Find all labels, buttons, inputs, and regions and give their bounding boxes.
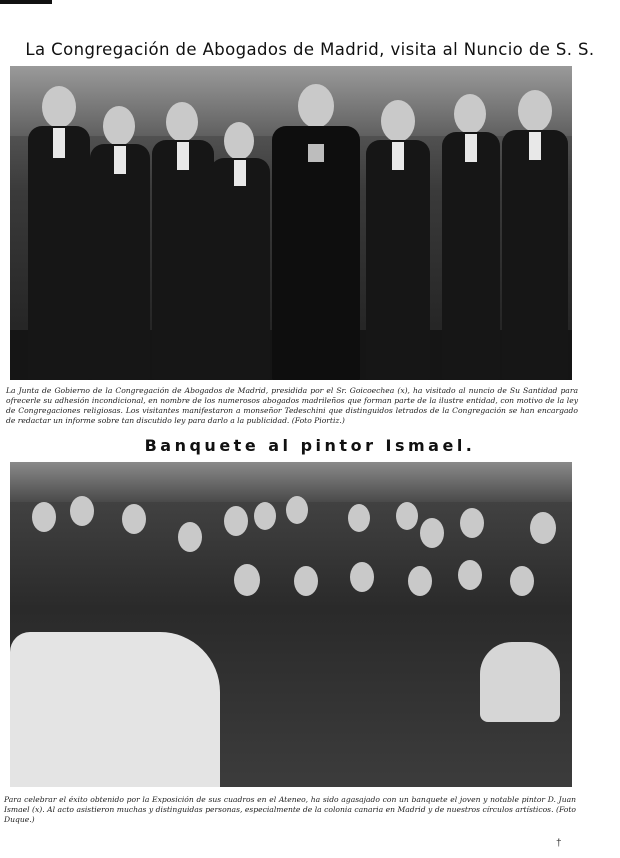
person-figure [442, 94, 500, 380]
photo1-caption: La Junta de Gobierno de la Congregación de Abogados de Madrid, presidida por el Sr. Goicoechea (x), ha visitado al nuncio de Su Santidad para ofrecerle su adhesión incondicional, en nombre de los numerosos abogados madrileños que forman parte de la ilustre entidad, con motivo de la ley de Congregaciones religiosas. Los visitantes manifestaron a monseñor Tedeschini que distinguidos letrados de la Congregación se han encargado de redactar un informe sobre tan discutido ley para darlo a la publicidad. (Foto Piortiz.) [6, 386, 578, 425]
person-figure [502, 90, 568, 380]
section-title-banquete: Banquete al pintor Ismael. [144, 436, 476, 455]
person-figure [152, 102, 214, 380]
person-figure [90, 106, 150, 380]
page-title: La Congregación de Abogados de Madrid, visita al Nuncio de S. S. [25, 40, 595, 59]
photo-nuncio-visit [10, 66, 572, 380]
corner-rule [0, 0, 52, 4]
person-figure [366, 100, 430, 380]
photo-banquet [10, 462, 572, 787]
person-figure [28, 86, 90, 380]
person-figure [210, 122, 270, 380]
tablecloth [10, 632, 220, 787]
white-dress [480, 642, 560, 722]
registration-mark: † [556, 838, 562, 849]
photo-background-wall [10, 462, 572, 502]
bottom-registration-marks [0, 838, 620, 852]
photo2-caption: Para celebrar el éxito obtenido por la Exposición de sus cuadros en el Ateneo, ha sido agasajado con un banquete el joven y notable pintor D. Juan Ismael (x). Al acto asistieron muchas y distinguidas personas, especialmente de la colonia canaria en Madrid y de nuestros círculos artísticos. (Foto Duque.) [4, 795, 576, 824]
nuncio-figure [272, 84, 360, 380]
